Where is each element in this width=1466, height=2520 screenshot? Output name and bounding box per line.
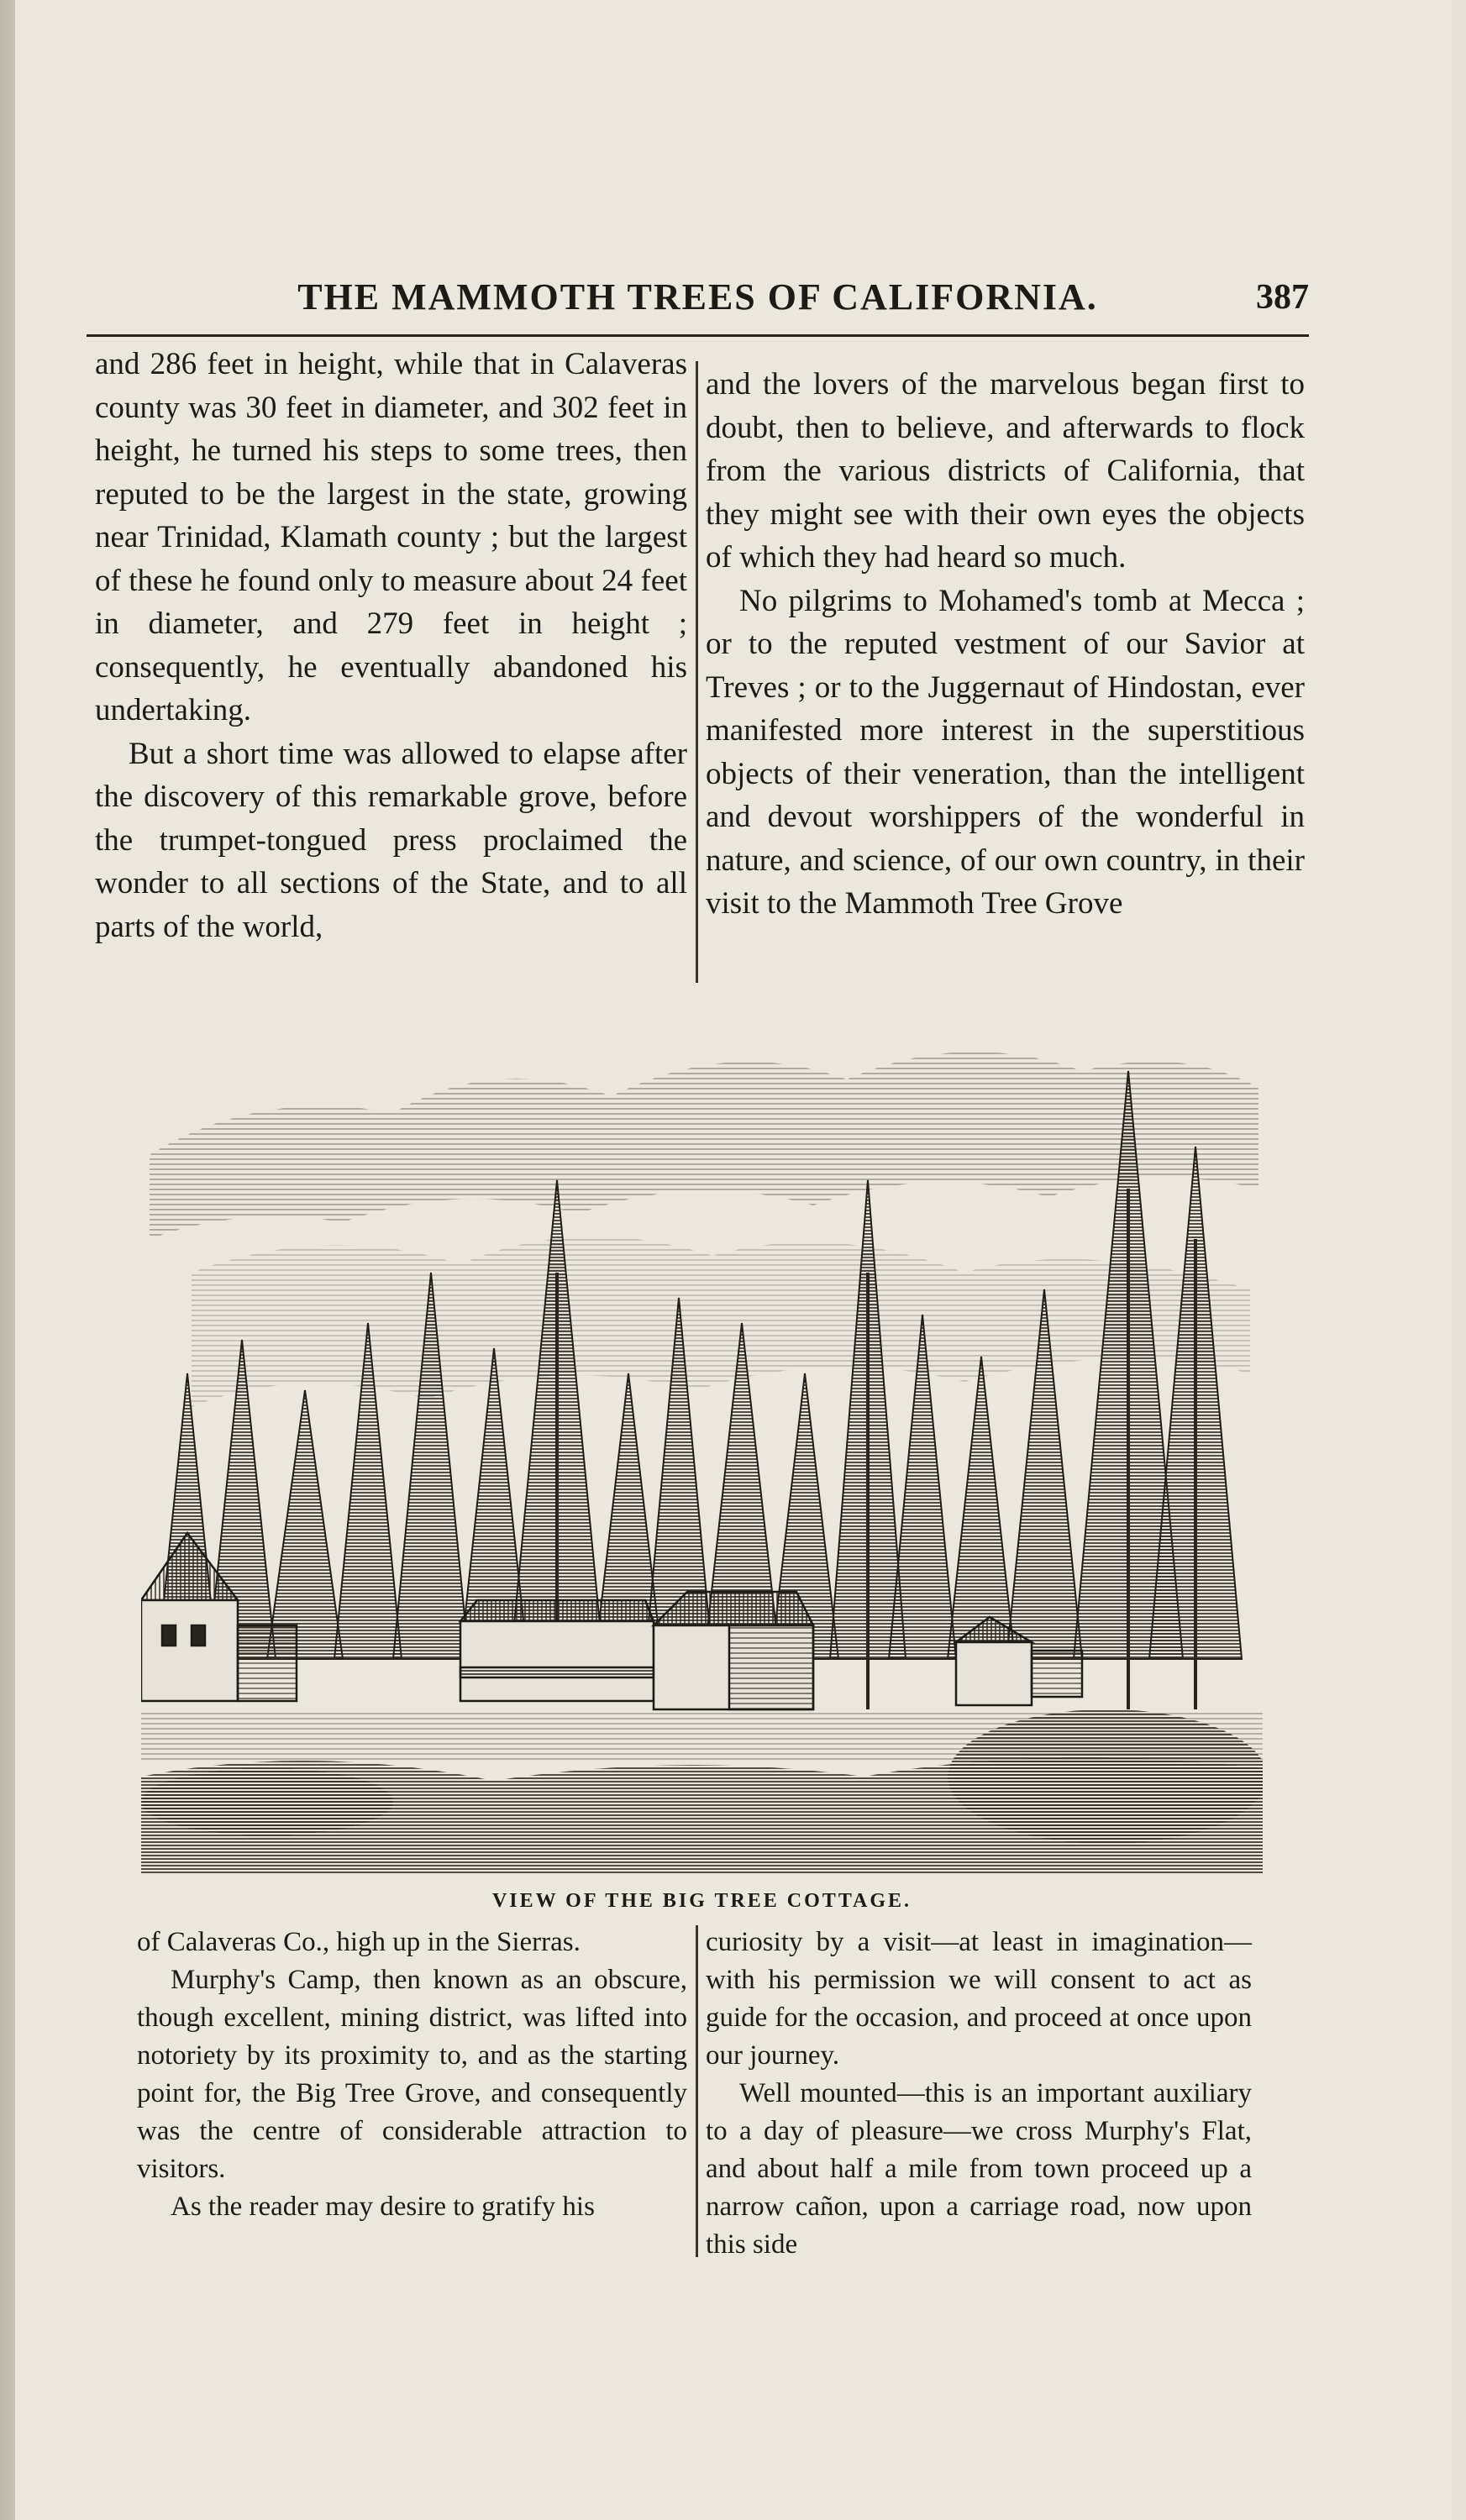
paragraph: curiosity by a visit—at least in imagination—with his permission we will consent to act as guide for the occasion, and proceed at once upon our journey. [706, 1927, 1252, 2071]
bottom-right-column [706, 1924, 1252, 2264]
sky-clouds [150, 1052, 1258, 1407]
book-page [15, 0, 1452, 2520]
paragraph: Murphy's Camp, then known as an obscure, though excellent, mining district, was lifted into notoriety by its proximity to, and as the starting point for, the Big Tree Grove, and consequently was the centre of considerable attraction to visitors. [137, 1965, 687, 2184]
column-rule [696, 1925, 698, 2257]
page-number: 387 [1256, 278, 1309, 317]
bottom-left-column [137, 1924, 687, 2226]
header-rule [87, 334, 1309, 337]
paragraph: and the lovers of the marvelous began first to doubt, then to believe, and afterwards to flock from the various districts of California, that they might see with their own eyes the objects of which they had heard so much. [706, 367, 1305, 575]
paragraph: No pilgrims to Mohamed's tomb at Mecca ; or to the reputed vestment of our Savior at Treves ; or to the Juggernaut of Hindostan, ever manifested more interest in the superstitious objects of their veneration, than the intelligent and devout worshippers of the wonderful in nature, and science, of our own country, in their visit to the Mammoth Tree Grove [706, 583, 1305, 921]
paragraph: of Calaveras Co., high up in the Sierras. [137, 1927, 581, 1957]
illustration-caption: VIEW OF THE BIG TREE COTTAGE. [491, 1890, 912, 1912]
paragraph: Well mounted—this is an important auxiliary to a day of pleasure—we cross Murphy's Flat, and about half a mile from town proceed up a narrow cañon, upon a carriage road, now upon this side [706, 2078, 1252, 2260]
paragraph: and 286 feet in height, while that in Calaveras county was 30 feet in diameter, and 302 feet in height, he turned his steps to some trees, then reputed to be the largest in the state, growing near Trinidad, Klamath county ; but the largest of these he found only to measure about 24 feet in diameter, and 279 feet in height ; consequently, he eventually abandoned his undertaking. [95, 347, 687, 727]
top-left-column [95, 343, 687, 948]
engraving-big-tree-cottage [141, 1021, 1263, 1873]
column-rule [696, 361, 698, 983]
paragraph: But a short time was allowed to elapse after the discovery of this remarkable grove, before the trumpet-tongued press proclaimed the wonder to all sections of the State, and to all parts of the world, [95, 736, 687, 944]
page-header [87, 270, 1309, 338]
foreground [141, 1709, 1263, 1873]
running-title: THE MAMMOTH TREES OF CALIFORNIA. [297, 276, 1098, 318]
paragraph: As the reader may desire to gratify his [171, 2192, 595, 2222]
top-right-column [706, 363, 1305, 926]
